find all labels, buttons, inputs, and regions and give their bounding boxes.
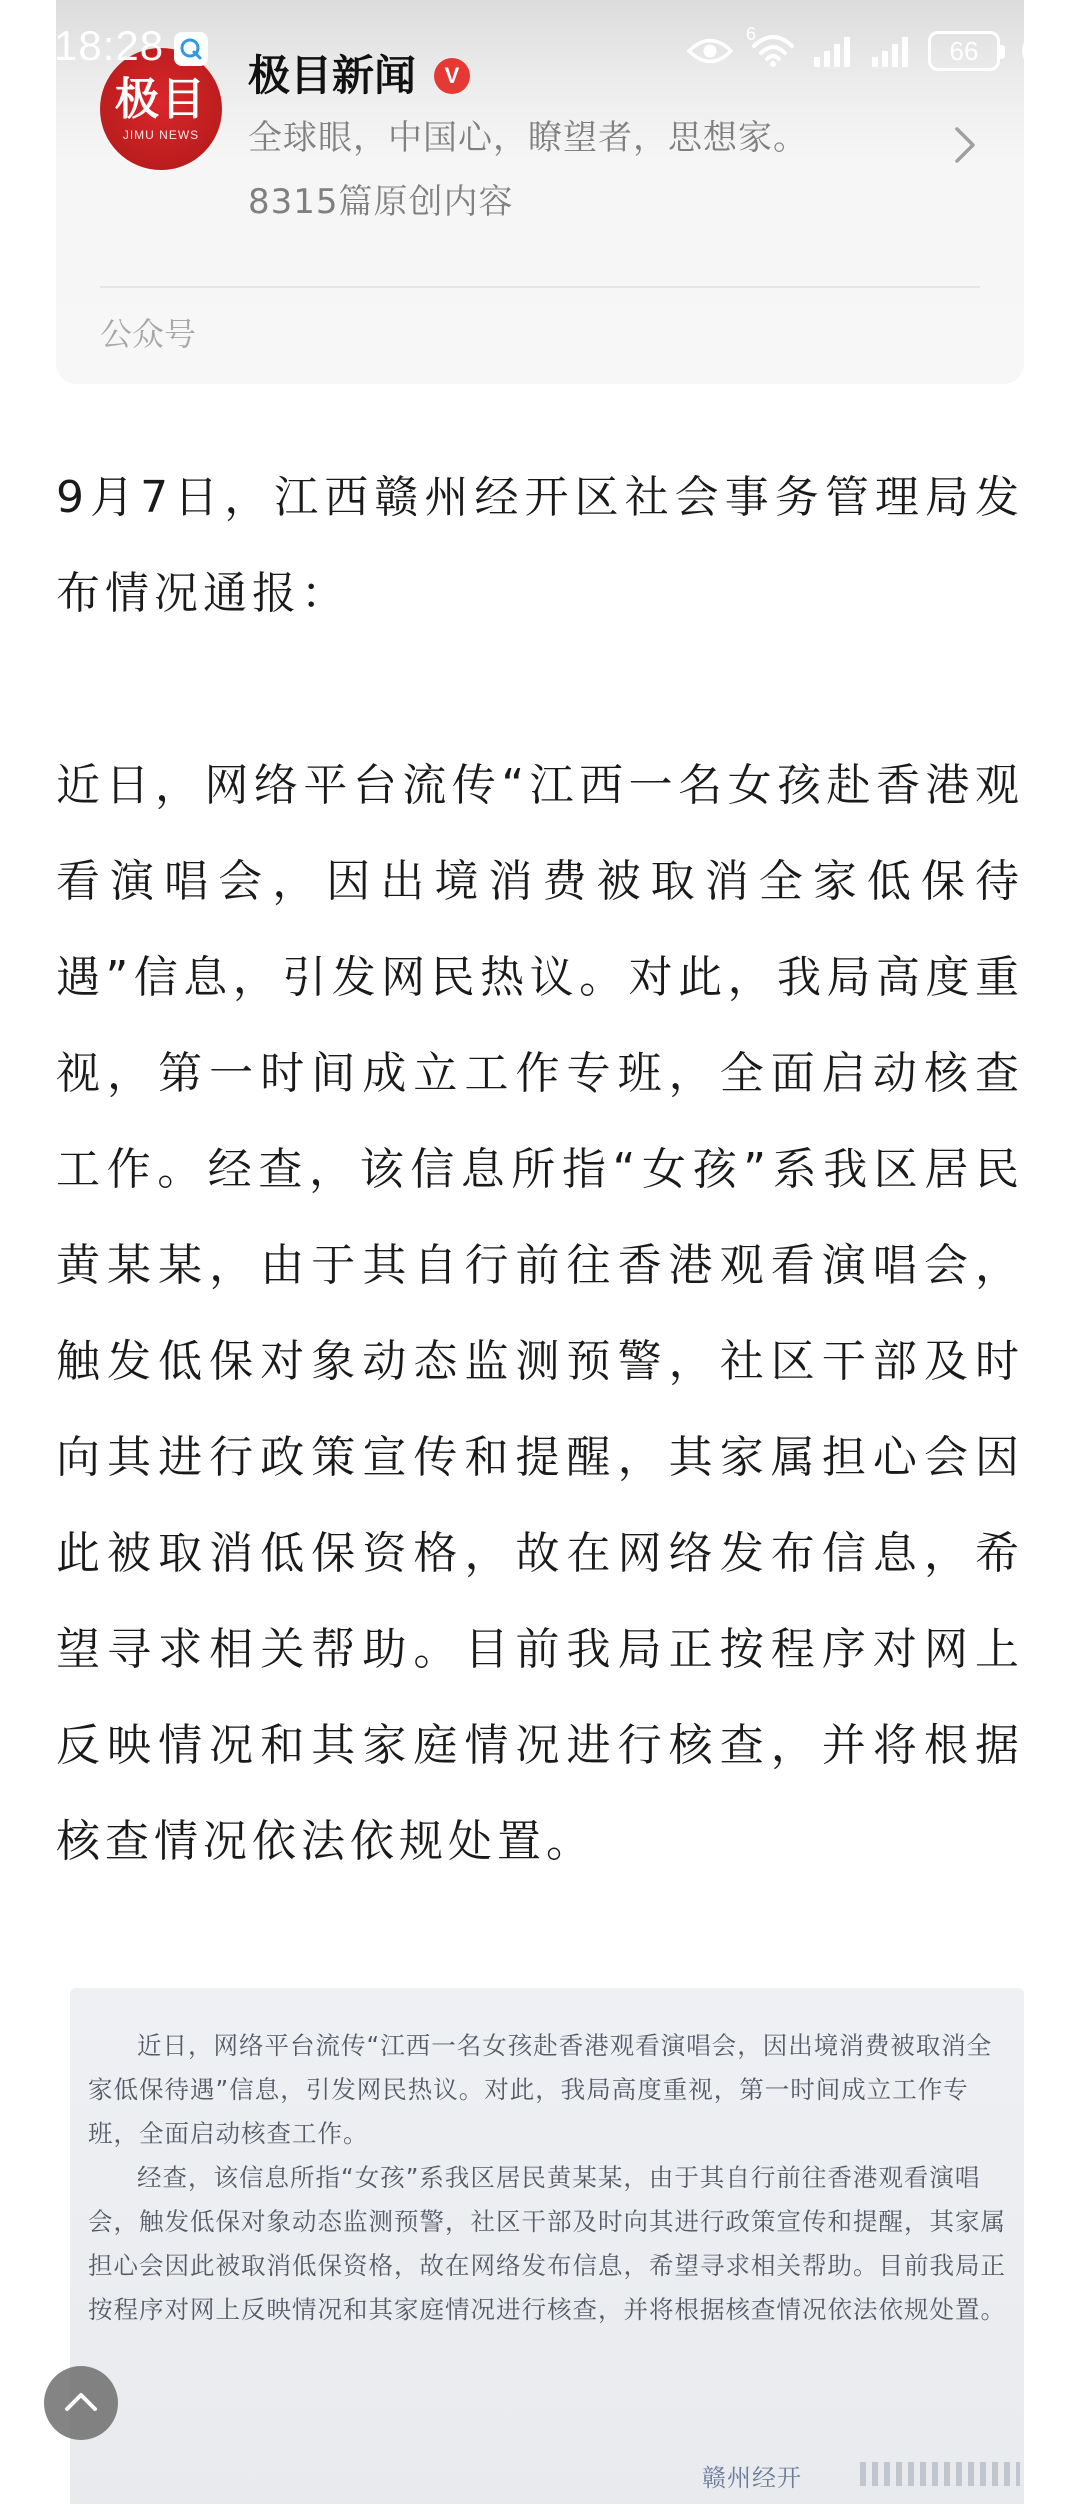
notice-signature: 赣州经开: [702, 2464, 802, 2492]
verified-icon: V: [434, 58, 470, 94]
chevron-up-icon: [64, 2390, 98, 2416]
scroll-to-top-button[interactable]: [44, 2366, 118, 2440]
notification-icon: [174, 32, 208, 66]
chevron-right-icon[interactable]: [954, 126, 976, 168]
article-body: [56, 450, 1024, 1890]
wifi-icon: [746, 24, 794, 68]
notice-text: [88, 2024, 1006, 2332]
notice-document-image[interactable]: [70, 1988, 1024, 2504]
logo-subtext: JIMU NEWS: [122, 128, 200, 142]
notice-paragraph: 经查，该信息所指“女孩”系我区居民黄某某，由于其自行前往香港观看演唱会，触发低保对象动态监测预警，社区干部及时向其进行政策宣传和提醒，其家属担心会因此被取消低保资格，故在网络发布信息，希望寻求相关帮助。目前我局正按程序对网上反映情况和其家庭情况进行核查，并将根据核查情况依法依规处置。: [88, 2163, 1006, 2324]
article-paragraph: 近日，网络平台流传“江西一名女孩赴香港观看演唱会，因出境消费被取消全家低保待遇”信息，引发网民热议。对此，我局高度重视，第一时间成立工作专班，全面启动核查工作。经查，该信息所指“女孩”系我区居民黄某某，由于其自行前往香港观看演唱会，触发低保对象动态监测预警，社区干部及时向其进行政策宣传和提醒，其家属担心会因此被取消低保资格，故在网络发布信息，希望寻求相关帮助。目前我局正按程序对网上反映情况和其家庭情况进行核查，并将根据核查情况依法依规处置。: [56, 760, 1024, 1867]
article-paragraph: 9月7日，江西赣州经开区社会事务管理局发布情况通报：: [56, 472, 1024, 619]
network-badge: 6: [746, 24, 757, 44]
account-name[interactable]: 极目新闻: [248, 51, 417, 100]
status-icons: [686, 26, 1040, 76]
status-time: 18:28: [54, 22, 165, 69]
account-slogan: 全球眼，中国心，瞭望者，思想家。: [248, 118, 808, 158]
battery-icon: [928, 31, 1000, 71]
status-bar: [0, 0, 1080, 100]
signal-icon: [812, 35, 852, 67]
battery-level: 66: [949, 35, 979, 66]
original-content-count: 8315篇原创内容: [248, 182, 514, 222]
account-type-label: 公众号: [100, 315, 197, 353]
divider: [100, 286, 980, 288]
eye-icon: [686, 36, 734, 66]
notice-paragraph: 近日，网络平台流传“江西一名女孩赴香港观看演唱会，因出境消费被取消全家低保待遇”信息，引发网民热议。对此，我局高度重视，第一时间成立工作专班，全面启动核查工作。: [88, 2031, 993, 2148]
signal-icon: [870, 35, 910, 67]
notice-signature-blur: [860, 2462, 1020, 2486]
leaf-icon: [1018, 36, 1040, 66]
logo-text: 极目: [115, 74, 207, 125]
